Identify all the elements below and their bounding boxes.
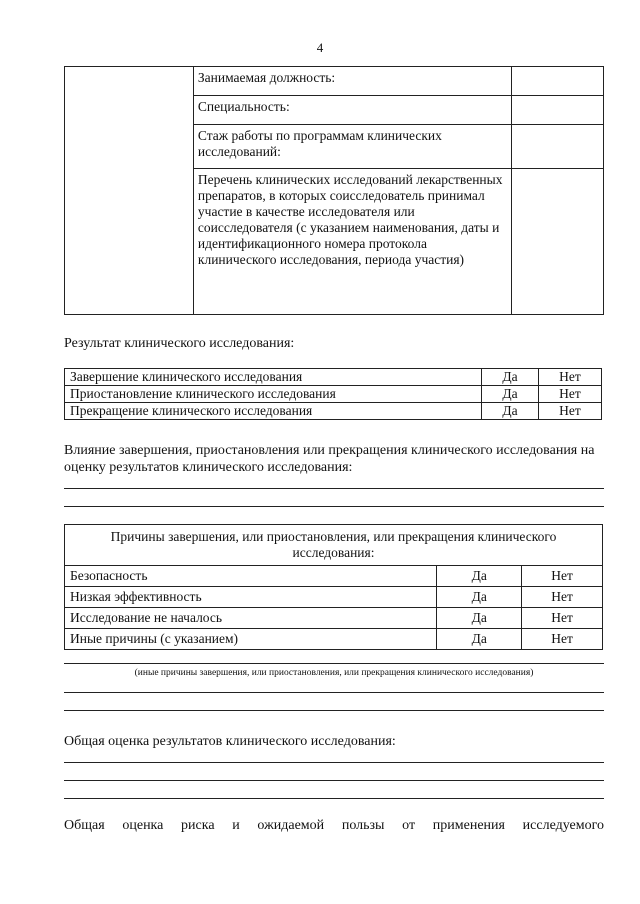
result-label: Приостановление клинического исследования: [65, 386, 482, 403]
table-row: [65, 629, 603, 650]
other-reasons-caption: (иные причины завершения, или приостановления, или прекращения клинического исследования): [134, 668, 534, 678]
yes-option[interactable]: Да: [482, 403, 539, 420]
impact-answer-line-2[interactable]: [64, 506, 604, 507]
yes-option[interactable]: Да: [437, 629, 522, 650]
table-row: [65, 587, 603, 608]
specialty-value-cell: [511, 96, 603, 125]
trials-list-value-cell: [511, 169, 603, 315]
no-option[interactable]: Нет: [539, 386, 602, 403]
table-row: [65, 386, 602, 403]
no-option[interactable]: Нет: [539, 403, 602, 420]
no-option[interactable]: Нет: [522, 608, 603, 629]
yes-option[interactable]: Да: [437, 566, 522, 587]
no-option[interactable]: Нет: [522, 587, 603, 608]
overall-assessment-heading: Общая оценка результатов клинического исследования:: [64, 734, 396, 749]
reasons-table: [64, 524, 603, 650]
result-heading: Результат клинического исследования:: [64, 336, 295, 351]
no-option[interactable]: Нет: [522, 629, 603, 650]
table-row: [65, 403, 602, 420]
result-table: [64, 368, 602, 420]
table-row: [65, 566, 603, 587]
risk-benefit-text: Общая оценка риска и ожидаемой пользы от применения исследуемого: [64, 818, 604, 833]
yes-option[interactable]: Да: [437, 587, 522, 608]
no-option[interactable]: Нет: [539, 369, 602, 386]
assessment-answer-line-2[interactable]: [64, 780, 604, 781]
impact-answer-line-1[interactable]: [64, 488, 604, 489]
reasons-header: Причины завершения, или приостановления, или прекращения клинического исследования:: [65, 525, 603, 566]
position-label: Занимаемая должность:: [193, 67, 511, 96]
result-label: Прекращение клинического исследования: [65, 403, 482, 420]
yes-option[interactable]: Да: [437, 608, 522, 629]
page-number: 4: [316, 40, 324, 55]
yes-option[interactable]: Да: [482, 369, 539, 386]
experience-label: Стаж работы по программам клинических исследований:: [193, 125, 511, 169]
assessment-answer-line-3[interactable]: [64, 798, 604, 799]
result-label: Завершение клинического исследования: [65, 369, 482, 386]
position-value-cell: [511, 67, 603, 96]
reason-label: Исследование не началось: [65, 608, 437, 629]
reason-label: Безопасность: [65, 566, 437, 587]
no-option[interactable]: Нет: [522, 566, 603, 587]
investigator-name-cell: [65, 67, 194, 315]
other-reasons-answer-line-2[interactable]: [64, 710, 604, 711]
investigator-info-table: [64, 66, 604, 315]
specialty-label: Специальность:: [193, 96, 511, 125]
experience-value-cell: [511, 125, 603, 169]
other-reasons-answer-line-1[interactable]: [64, 692, 604, 693]
table-row: [65, 369, 602, 386]
other-reasons-line[interactable]: [64, 663, 604, 664]
reason-label: Иные причины (с указанием): [65, 629, 437, 650]
reason-label: Низкая эффективность: [65, 587, 437, 608]
trials-list-label: Перечень клинических исследований лекарственных препаратов, в которых соисследователь принимал участие в качестве исследователя или соисследователя (с указанием наименования, даты и идентификационного номера протокола клинического исследования, периода участия): [193, 169, 511, 315]
impact-text: Влияние завершения, приостановления или прекращения клинического исследования на оценку результатов клинического исследования:: [64, 443, 595, 475]
table-row: [65, 608, 603, 629]
yes-option[interactable]: Да: [482, 386, 539, 403]
assessment-answer-line-1[interactable]: [64, 762, 604, 763]
